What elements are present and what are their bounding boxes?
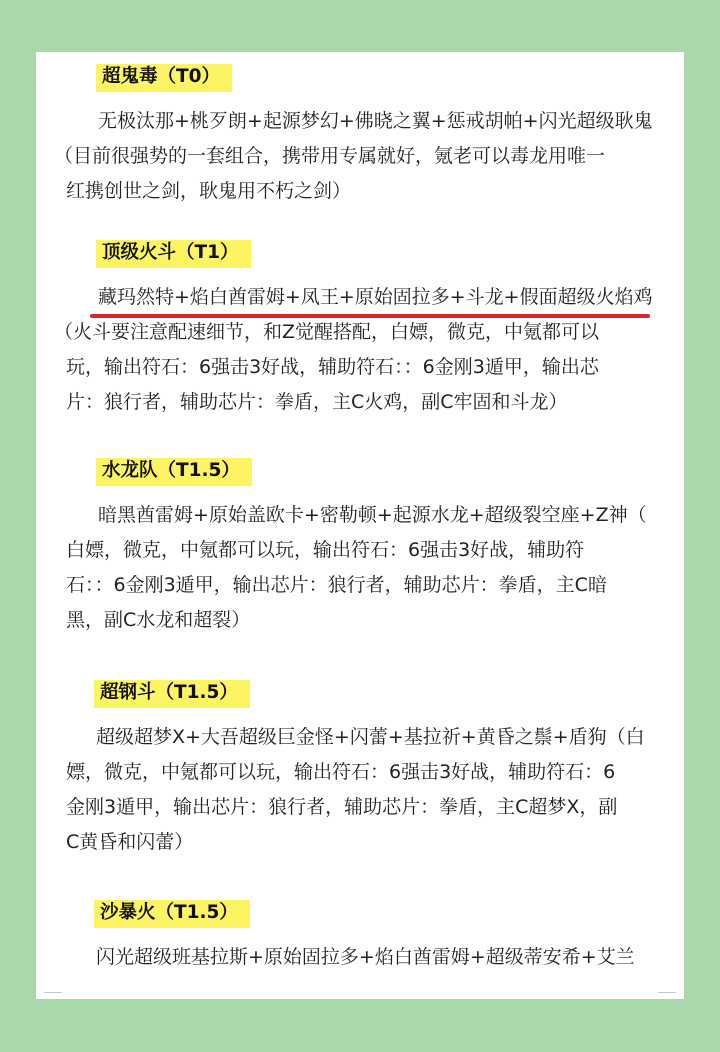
text-line: 金刚3遁甲，输出芯片：狼行者，辅助芯片：拳盾，主C超梦X，副 [66,796,618,818]
section-heading-super-steel-fight: 超钢斗（T1.5） [94,680,250,708]
text-line: 玩，输出符石：6强击3好战，辅助符石：：6金刚3遁甲，输出芯 [66,356,599,378]
section-body-super-steel-fight [66,720,658,860]
section-body-super-ghost-poison [54,104,658,209]
section-heading-water-dragon-team: 水龙队（T1.5） [96,458,252,486]
text-line: 黑，副C水龙和超裂） [66,609,251,631]
section-body-top-fire-fight [54,280,658,420]
section-heading-top-fire-fight: 顶级火斗（T1） [96,240,251,268]
text-line: 嫖，微克，中氪都可以玩，输出符石：6强击3好战，辅助符石：6 [66,761,616,783]
section-heading-super-ghost-poison: 超鬼毒（T0） [96,64,232,92]
text-line: （目前很强势的一套组合，携带用专属就好，氪老可以毒龙用唯一 [54,145,606,167]
text-line: 超级超梦X+大吾超级巨金怪+闪蕾+基拉祈+黄昏之鬃+盾狗（白 [96,726,645,748]
text-line: 无极汰那+桃歹朗+起源梦幻+佛晓之翼+惩戒胡帕+闪光超级耿鬼 [98,110,653,132]
section-body-water-dragon-team [66,498,658,638]
text-line: C黄昏和闪蕾） [66,831,194,853]
section-body-sandstorm-fire [66,940,658,975]
page-corner-mark [44,992,62,999]
text-line: 暗黑酋雷姆+原始盖欧卡+密勒顿+起源水龙+超级裂空座+Z神（ [98,504,647,526]
red-underline-mark [90,314,650,318]
section-heading-sandstorm-fire: 沙暴火（T1.5） [94,900,250,928]
document-page [36,52,684,999]
text-line: 白嫖，微克，中氪都可以玩，输出符石：6强击3好战，辅助符 [66,539,585,561]
text-line: 片：狼行者，辅助芯片：拳盾，主C火鸡，副C牢固和斗龙） [66,391,568,413]
text-line: 闪光超级班基拉斯+原始固拉多+焰白酋雷姆+超级蒂安希+艾兰 [96,946,635,968]
page-corner-mark [658,992,676,999]
text-line: （火斗要注意配速细节，和Z觉醒搭配，白嫖，微克，中氪都可以 [54,321,600,343]
text-line: 藏玛然特+焰白酋雷姆+凤王+原始固拉多+斗龙+假面超级火焰鸡 [98,286,653,308]
text-line: 石：：6金刚3遁甲，输出芯片：狼行者，辅助芯片：拳盾，主C暗 [66,574,607,596]
text-line: 红携创世之剑，耿鬼用不朽之剑） [66,180,352,202]
